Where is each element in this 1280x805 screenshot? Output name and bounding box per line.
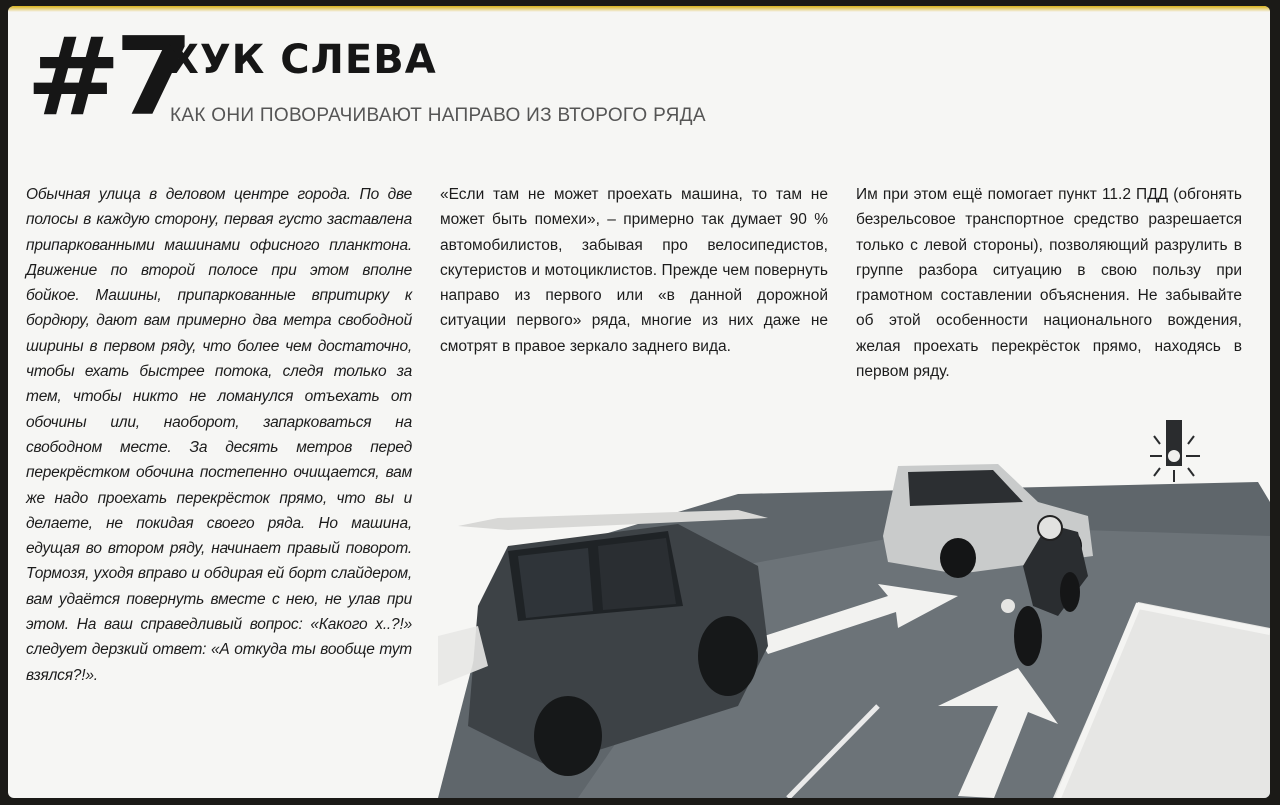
text-column-3: Им при этом ещё помогает пункт 11.2 ПДД (обгонять безрельсовое транспортное средство разрешается только с левой стороны), позволяющий разрулить в группе разбора ситуацию в свою пользу при грамотном составлении объяснения. Не забывайте об этой особенности национального вождения, желая проехать перекрёсток прямо, находясь в первом ряду. (856, 186, 1242, 381)
article-number: #7 (26, 15, 188, 140)
text-column-1: Обычная улица в деловом центре города. По две полосы в каждую сторону, первая густо заставлена припаркованными машинами офисного планктона. Движение по второй полосе при этом вполне бойкое. Машины, припаркованные впритирку к бордюру, дают вам примерно два метра свободной ширины в первом ряду, что более чем достаточно, чтобы ехать быстрее потока, следя только за тем, чтобы никто не ломанулся отъехать от обочины или, наоборот, запарковаться на свободном месте. За десять метров перед перекрёстком обочина постепенно очищается, вам же надо проехать перекрёсток прямо, что вы и делаете, не покидая своего ряда. Но машина, едущая во втором ряду, начинает правый поворот. Тормозя, уходя вправо и обдирая ей борт слайдером, вам удаётся повернуть вместе с нею, не улав при этом. На ваш справедливый вопрос: «Какого х..?!» следует дерзкий ответ: «А откуда ты вообще тут взялся?!». (26, 186, 412, 684)
magazine-page (8, 6, 1270, 798)
intersection-illustration (438, 406, 1270, 798)
article-subtitle: КАК ОНИ ПОВОРАЧИВАЮТ НАПРАВО ИЗ ВТОРОГО РЯДА (170, 105, 706, 126)
text-column-2: «Если там не может проехать машина, то там не может быть помехи», – примерно так думает 90 % автомобилистов, забывая про велосипедистов, скутеристов и мотоциклистов. Прежде чем повернуть направо из первого или «в данной дорожной ситуации первого» ряда, многие из них даже не смотрят в правое зеркало заднего вида. (440, 186, 828, 355)
article-title: ХУК СЛЕВА (168, 37, 437, 83)
traffic-light-icon (1150, 420, 1200, 482)
